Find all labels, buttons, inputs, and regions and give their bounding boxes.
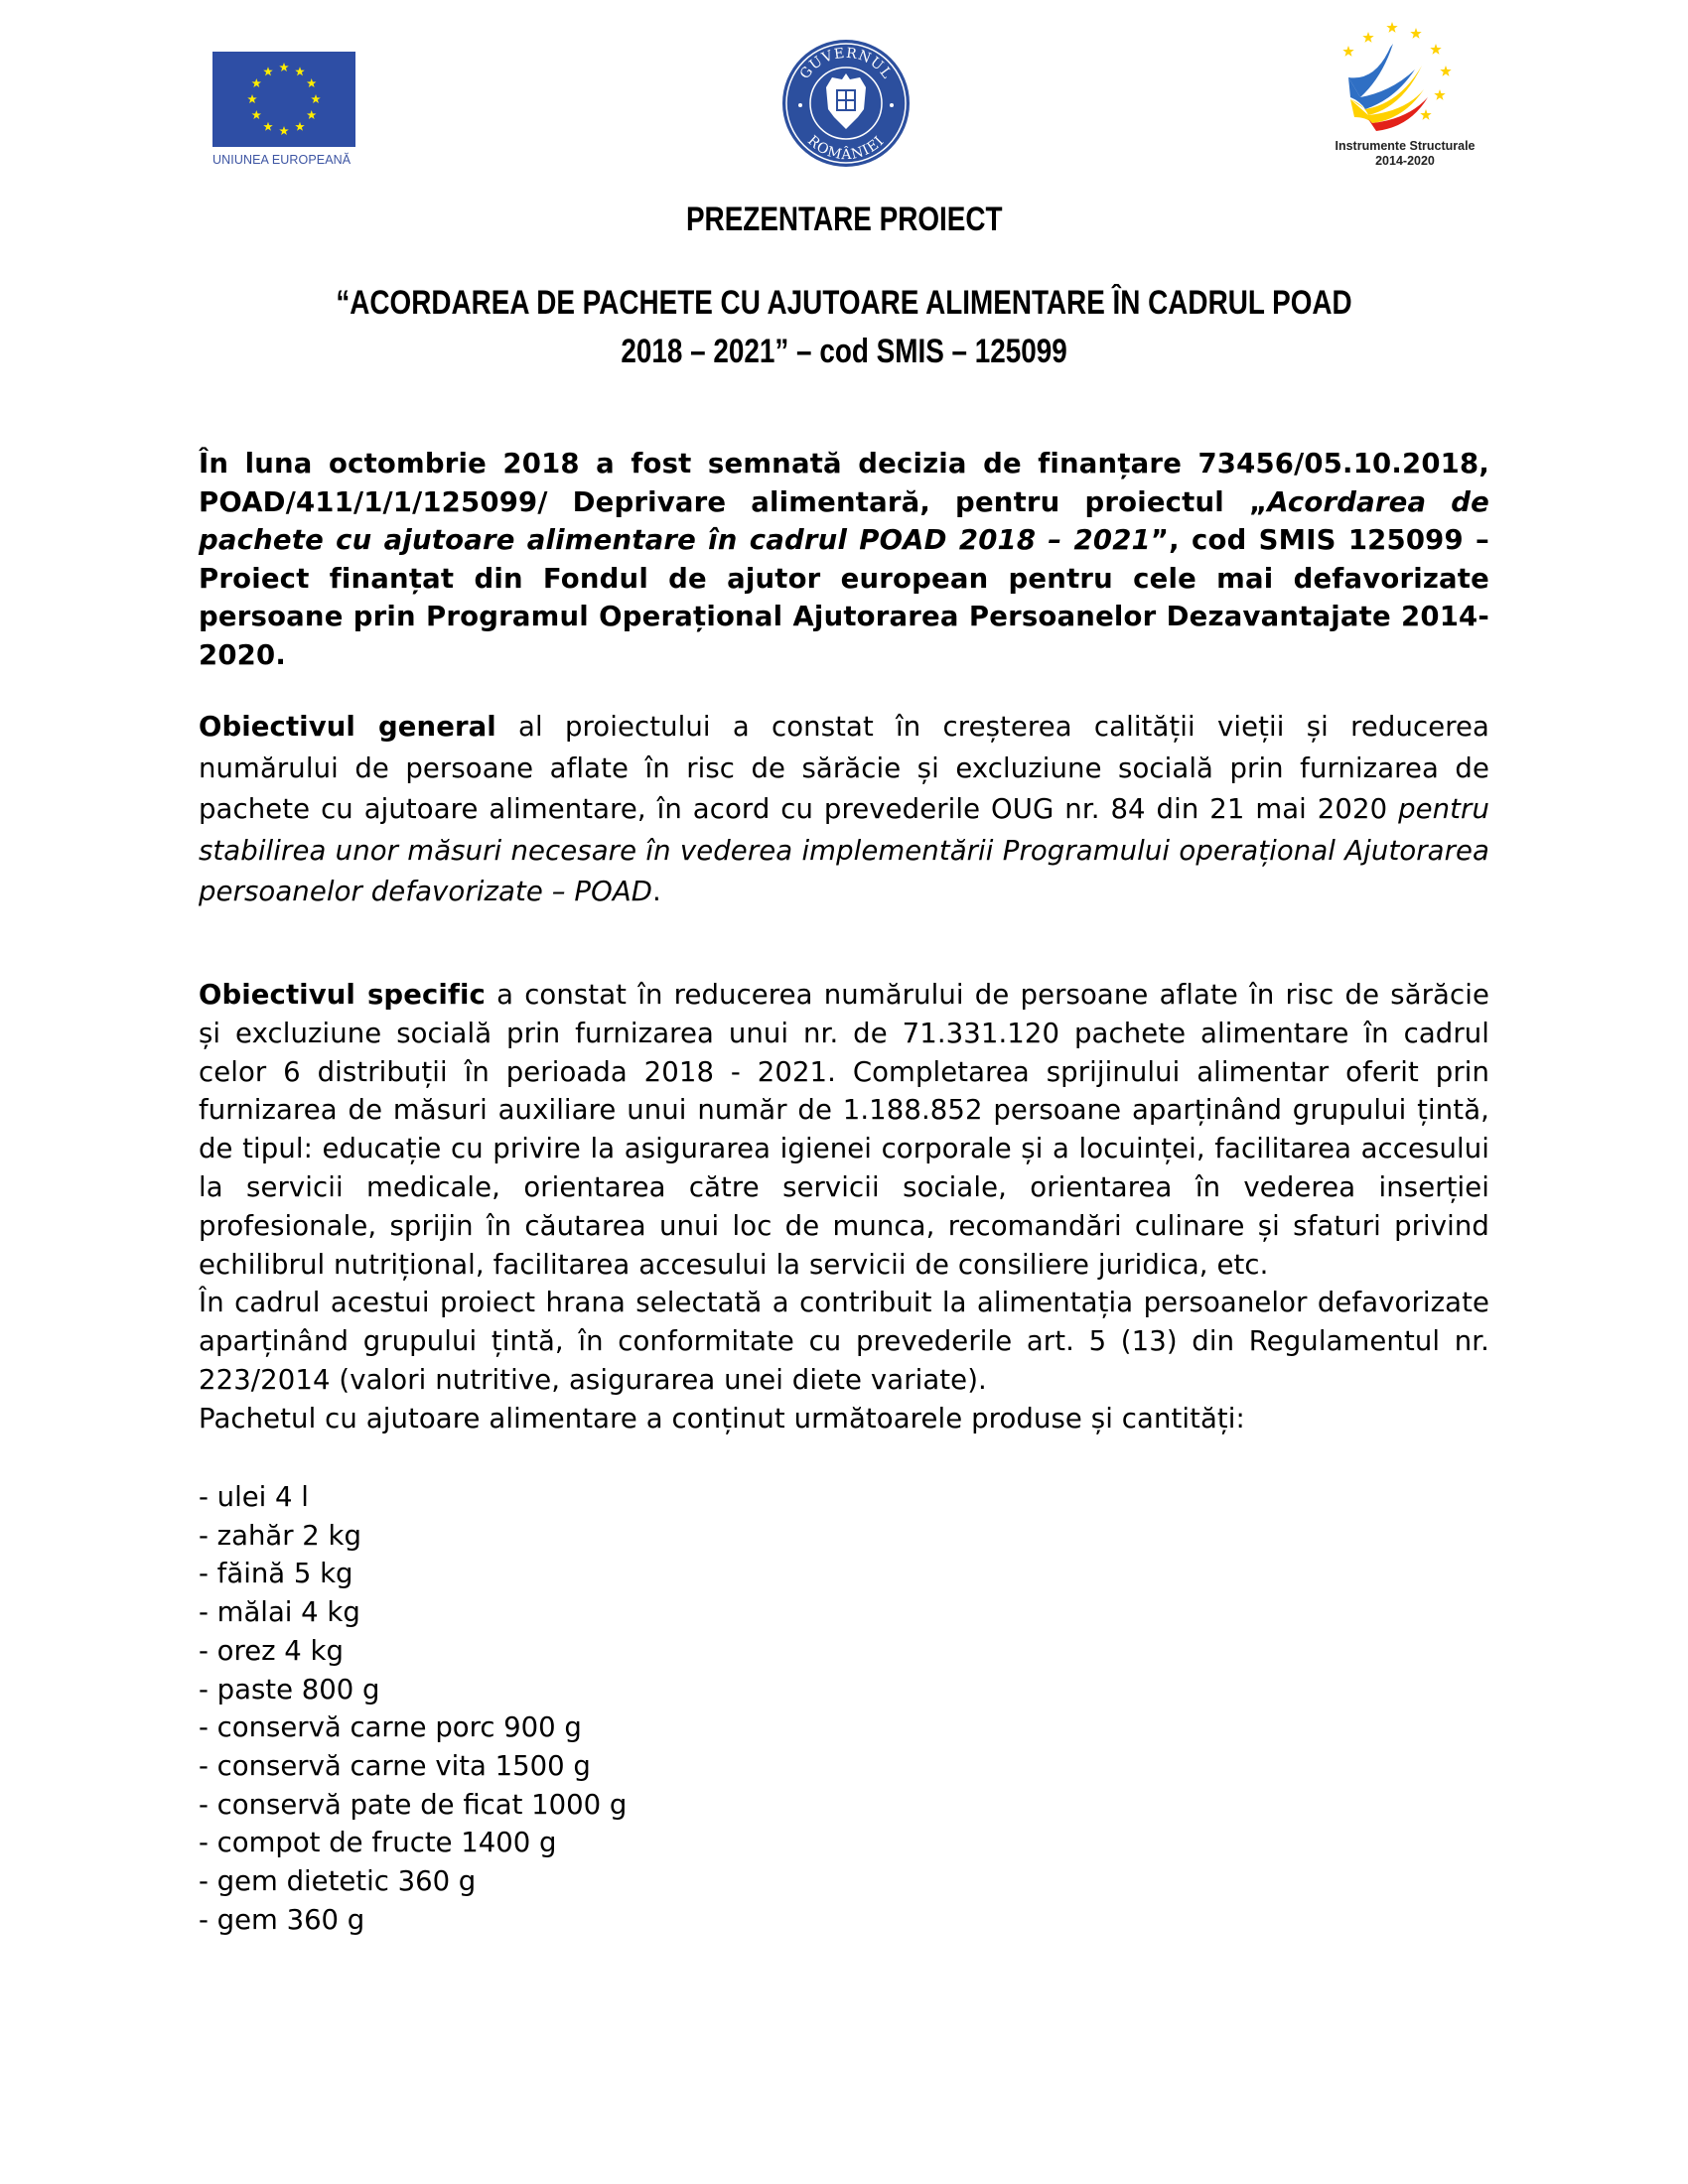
structural-instruments-label-years: 2014-2020	[1375, 154, 1435, 168]
is-star-icon	[1434, 89, 1445, 100]
general-objective-label: Obiectivul general	[199, 711, 496, 743]
financing-decision-text: În luna octombrie 2018 a fost semnată decizia de finanțare 73456/05.10.2018, POAD/411/1/1/125099/ Deprivare alimentară, pentru proiectul „	[199, 448, 1489, 518]
general-objective-text: al proiectului a constat în creșterea calității vieții și reducerea numărului de persoane aflate în risc de sărăcie și excluziune socială prin furnizarea de pachete cu ajutoare alimentare, în acord cu prevederile OUG nr. 84 din 21 mai 2020	[199, 711, 1489, 825]
food-selection-text: În cadrul acestui proiect hrana selectată a contribuit la alimentația persoanelor defavorizate aparținând grupului țintă, în conformitate cu prevederile art. 5 (13) din Regulamentul nr. 223/2014 (valori nutritive, asigurarea unei diete variate).	[199, 1287, 1489, 1396]
is-star-icon	[1440, 66, 1451, 76]
is-star-icon	[1362, 32, 1373, 43]
specific-objective-label: Obiectivul specific	[199, 979, 486, 1011]
product-list-item: - gem 360 g	[199, 1903, 365, 1936]
product-list-item: - făină 5 kg	[199, 1558, 353, 1590]
is-star-icon	[1386, 22, 1397, 33]
general-objective-paragraph	[199, 707, 1489, 913]
project-name-italic: Acordarea de pachete cu ajutoare alimentare în cadrul POAD 2018 – 2021	[199, 485, 1489, 556]
structural-instruments-swoosh-icon	[1321, 20, 1489, 139]
is-star-icon	[1342, 46, 1353, 57]
project-title-line1	[0, 284, 1688, 323]
project-title-line1-text: “ACORDAREA DE PACHETE CU AJUTOARE ALIMENTARE ÎN CADRUL POAD	[336, 284, 1352, 322]
gov-logo-bottom-text: ROMÂNIEI	[804, 132, 888, 164]
product-list-item: - zahăr 2 kg	[199, 1519, 361, 1552]
product-list-item: - ulei 4 l	[199, 1481, 309, 1513]
product-list-item: - conservă carne porc 900 g	[199, 1711, 582, 1744]
project-title-line2	[0, 333, 1688, 371]
eu-logo	[212, 52, 357, 167]
product-list-item: - paste 800 g	[199, 1673, 380, 1706]
general-objective-end: .	[652, 876, 661, 907]
eu-logo-label: UNIUNEA EUROPEANĂ	[212, 153, 352, 167]
ordinance-title-italic: pentru stabilirea unor măsuri necesare în vederea implementării Programului operațional Ajutorarea persoanelor defavorizate – POAD	[199, 793, 1489, 907]
specific-objective-text: a constat în reducerea numărului de persoane aflate în risc de sărăcie și excluziune socială prin furnizarea unui nr. de 71.331.120 pachete alimentare în cadrul celor 6 distribuții în perioada 2018 - 2021. Completarea sprijinului alimentar oferit prin furnizarea de măsuri auxiliare unui număr de 1.188.852 persoane aparținând grupului țintă, de tipul: educație cu privire la asigurarea igienei corporale și a locuinței, facilitarea accesului la servicii medicale, orientarea către servicii sociale, orientarea în vederea inserției profesionale, sprijin în căutarea unui loc de munca, recomandări culinare și sfaturi privind echilibrul nutrițional, facilitarea accesului la servicii de consiliere juridica, etc.	[199, 979, 1489, 1281]
product-list-item: - orez 4 kg	[199, 1634, 344, 1667]
government-of-romania-logo	[780, 38, 912, 169]
structural-instruments-label	[1321, 139, 1489, 169]
product-list-item: - compot de fructe 1400 g	[199, 1827, 557, 1859]
specific-objective-paragraph	[199, 976, 1489, 1438]
product-list-item: - conservă pate de ficat 1000 g	[199, 1788, 628, 1821]
document-heading	[0, 201, 1688, 239]
product-list-item: - mălai 4 kg	[199, 1596, 360, 1629]
financing-decision-paragraph	[199, 445, 1489, 674]
is-star-icon	[1430, 44, 1441, 55]
project-title-line2-text: 2018 – 2021” – cod SMIS – 125099	[621, 333, 1067, 370]
is-star-icon	[1410, 28, 1421, 39]
structural-instruments-logo	[1321, 20, 1489, 179]
product-list	[199, 1478, 627, 1939]
is-star-icon	[1420, 109, 1431, 120]
document-heading-text: PREZENTARE PROIECT	[685, 201, 1003, 238]
structural-instruments-label-line1: Instrumente Structurale	[1335, 139, 1476, 153]
product-list-item: - gem dietetic 360 g	[199, 1865, 477, 1898]
gov-logo-top-text: GUVERNUL	[796, 45, 896, 82]
package-contents-intro: Pachetul cu ajutoare alimentare a conținut următoarele produse și cantități:	[199, 1402, 1245, 1434]
eu-flag-icon	[212, 52, 355, 147]
financing-decision-text-end: ”, cod SMIS 125099 – Proiect finanțat din Fondul de ajutor european pentru cele mai defavorizate persoane prin Programul Operațional Ajutorarea Persoanelor Dezavantajate 2014-2020.	[199, 524, 1489, 671]
product-list-item: - conservă carne vita 1500 g	[199, 1749, 591, 1782]
